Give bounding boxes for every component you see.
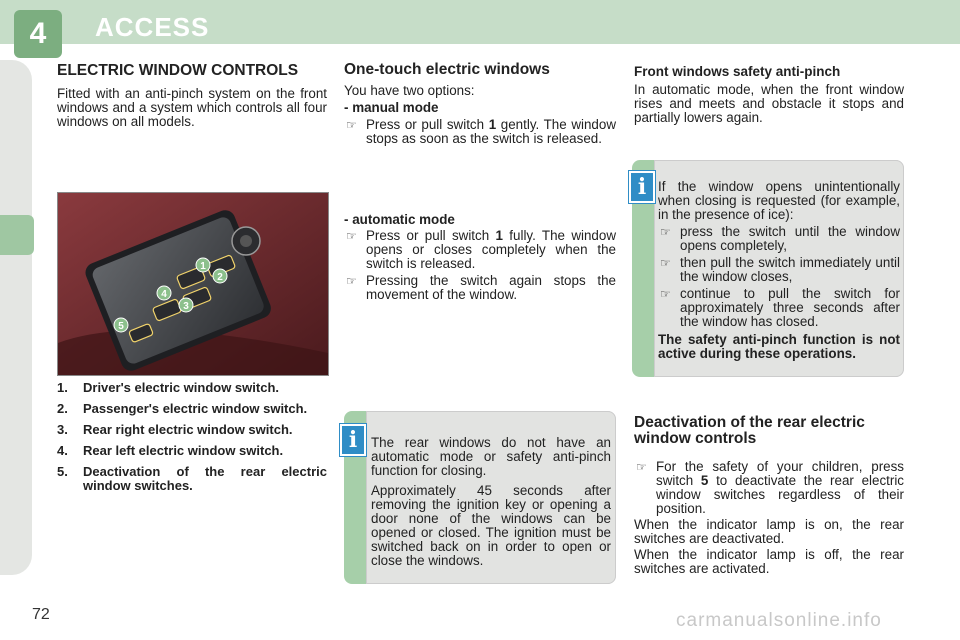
chapter-title: ACCESS (95, 12, 210, 42)
middle-column: One-touch electric windows You have two options: - manual mode ☞ Press or pull switch 1 gently. The window stops as soon as the switch is released. (344, 61, 616, 146)
caption-item: 1. Driver's electric window switch. (57, 380, 279, 395)
antipinch-text: In automatic mode, when the front window rises and meets and obstacle it stops and partially lowers again. (634, 82, 904, 125)
pointing-hand-icon: ☞ (660, 256, 671, 270)
info-box-rear-windows: The rear windows do not have an automatic mode or safety anti-pinch function for closing. Approximately 45 seconds after removing the ignition key or opening a door none of the windows can be opened or closed. The ignition must be switched back on in order to open or close the windows. (344, 411, 616, 584)
info-bullet: ☞ press the switch until the window opens completely, (660, 224, 900, 253)
deactivation-title: Deactivation of the rear electric window controls (634, 414, 865, 447)
automatic-mode-heading: automatic mode (352, 212, 455, 227)
callout-4: 4 (161, 289, 167, 300)
pointing-hand-icon: ☞ (346, 229, 357, 243)
section-title-one-touch: One-touch electric windows (344, 61, 550, 78)
watermark: carmanualsonline.info (676, 610, 882, 631)
automatic-mode-block: - automatic mode ☞ Press or pull switch 1 fully. The window opens or closes completely when the switch is released. ☞ Pressing the switch again stops the movement of the window. (344, 212, 616, 302)
pointing-hand-icon: ☞ (660, 225, 671, 239)
automatic-mode-bullet: ☞ Press or pull switch 1 fully. The window opens or closes completely when the switch is released. (346, 228, 616, 271)
info-bullet: ☞ continue to pull the switch for approximately three seconds after the window has closed. (660, 286, 900, 329)
chapter-number: 4 (14, 10, 62, 58)
pointing-hand-icon: ☞ (346, 274, 357, 288)
deactivation-section (634, 415, 904, 576)
lamp-on-text: When the indicator lamp is on, the rear switches are deactivated. (634, 517, 904, 546)
page-number: 72 (32, 606, 50, 623)
warning-text: The safety anti-pinch function is not active during these operations. (658, 332, 900, 361)
pointing-hand-icon: ☞ (660, 287, 671, 301)
caption-list (57, 381, 327, 500)
pointing-hand-icon: ☞ (346, 118, 357, 132)
left-column (57, 63, 327, 129)
caption-item: 5. Deactivation of the rear electric window switches. (57, 464, 327, 493)
info-icon: i (629, 171, 655, 203)
callout-3: 3 (183, 301, 189, 312)
automatic-mode-bullet: ☞ Pressing the switch again stops the movement of the window. (346, 273, 616, 302)
pointing-hand-icon: ☞ (636, 460, 647, 474)
antipinch-title: Front windows safety anti-pinch (634, 64, 841, 79)
section-title-electric-window: ELECTRIC WINDOW CONTROLS (57, 62, 299, 79)
options-intro: You have two options: (344, 83, 475, 98)
caption-item: 3. Rear right electric window switch. (57, 422, 293, 437)
manual-mode-heading: manual mode (352, 100, 439, 115)
callout-5: 5 (118, 321, 124, 332)
side-margin-strip (0, 60, 32, 575)
callout-2: 2 (217, 272, 223, 283)
lamp-off-text: When the indicator lamp is off, the rear switches are activated. (634, 547, 904, 576)
caption-item: 2. Passenger's electric window switch. (57, 401, 308, 416)
deactivation-bullet: ☞ For the safety of your children, press switch 5 to deactivate the rear electric window switches regardless of their position. (636, 459, 904, 516)
door-switch-photo (57, 192, 329, 376)
caption-item: 4. Rear left electric window switch. (57, 443, 284, 458)
info-box-unintentional-opening: If the window opens unintentionally when closing is requested (for example, in the presence of ice): ☞ press the switch until the window opens completely, ☞ then pull the switch immediately until the window closes, ☞ continue to pull the switch for approximately three seconds after the window has closed. The safety anti-pinch function is not active during these operations. (632, 160, 904, 377)
chapter-tab (0, 215, 34, 255)
callout-1: 1 (200, 261, 206, 272)
door-switch-illustration (58, 193, 328, 375)
info-bullet: ☞ then pull the switch immediately until the window closes, (660, 255, 900, 284)
info-icon: i (340, 424, 366, 456)
manual-mode-bullet: ☞ Press or pull switch 1 gently. The window stops as soon as the switch is released. (346, 117, 616, 146)
intro-text: Fitted with an anti-pinch system on the front windows and a system which controls all four windows on all models. (57, 86, 327, 129)
right-column-top (634, 64, 904, 125)
